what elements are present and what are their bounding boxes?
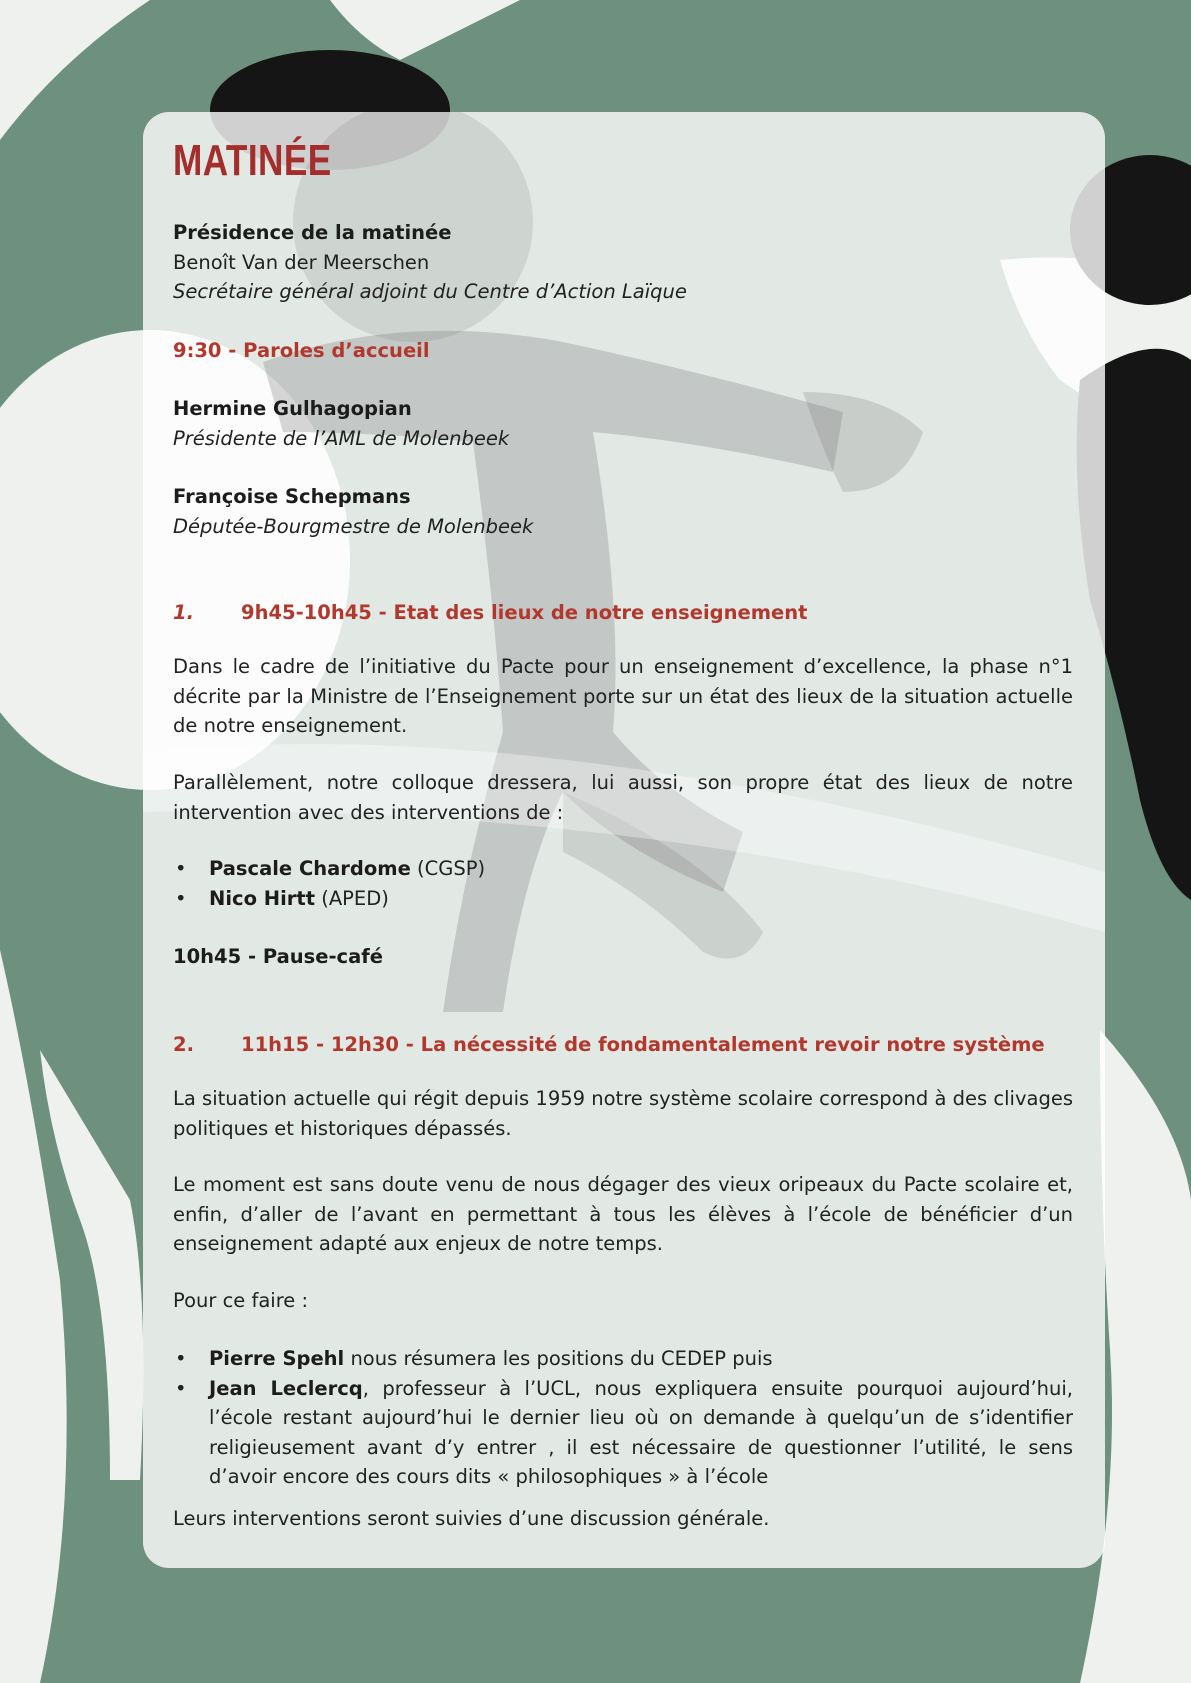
list-item: [173, 1344, 1073, 1374]
section1-title: 9h45-10h45 - Etat des lieux de notre enseignement: [241, 601, 808, 624]
speaker-text: , professeur à l’UCL, nous expliquera ensuite pourquoi aujourd’hui, l’école restant aujourd’hui le dernier lieu où on demande à quelqu’un de s’identifier religieusement avant d’y entrer , il est nécessaire de questionner l’utilité, le sens d’avoir encore des cours dits « philosophiques » à l’école: [209, 1376, 1073, 1488]
speaker-block: [173, 394, 1073, 453]
speaker-name: Nico Hirtt: [209, 886, 316, 910]
section1-paragraph: Dans le cadre de l’initiative du Pacte pour un enseignement d’excellence, la phase n°1 décrite par la Ministre de l’Enseignement porte sur un état des lieux de la situation actuelle de notre enseignement.: [173, 655, 1073, 737]
section2-number: 2.: [173, 1033, 194, 1056]
speaker-text: nous résumera les positions du CEDEP puis: [344, 1347, 773, 1370]
accueil-heading: 9:30 - Paroles d’accueil: [173, 339, 430, 362]
section1-paragraph: Parallèlement, notre colloque dressera, lui aussi, son propre état des lieux de notre intervention avec des interventions de :: [173, 771, 1073, 824]
list-item: [173, 884, 1073, 914]
section1-heading: [173, 598, 1073, 628]
speaker-org: (CGSP): [410, 857, 486, 880]
bullet-icon: •: [175, 886, 187, 910]
speaker-name: Françoise Schepmans: [173, 485, 411, 508]
section2-title: 11h15 - 12h30 - La nécessité de fondamentalement revoir notre système: [241, 1033, 1045, 1056]
section1-number: 1.: [173, 601, 194, 624]
list-item: [173, 1374, 1073, 1492]
speaker-block: [173, 482, 1073, 541]
list-item: [173, 854, 1073, 884]
section2-speaker-list: [173, 1344, 1073, 1492]
pause-label: 10h45 - Pause-café: [173, 945, 383, 968]
presidence-block: [173, 218, 1073, 307]
section2-heading: [173, 1030, 1073, 1060]
speaker-name: Jean Leclercq: [209, 1376, 363, 1400]
bullet-icon: •: [175, 857, 187, 880]
section1-speaker-list: [173, 854, 1073, 913]
speaker-role: Députée-Bourgmestre de Molenbeek: [173, 514, 534, 538]
speaker-name: Pascale Chardome: [209, 857, 411, 880]
conclusion-text: Leurs interventions seront suivies d’une discussion générale.: [173, 1507, 770, 1530]
page-title: MATINÉE: [173, 136, 332, 185]
speaker-name: Pierre Spehl: [209, 1347, 345, 1370]
speaker-role: Présidente de l’AML de Molenbeek: [173, 426, 510, 450]
section2-paragraph: La situation actuelle qui régit depuis 1959 notre système scolaire correspond à des clivages politiques et historiques dépassés.: [173, 1087, 1073, 1140]
program-card: [143, 112, 1105, 1568]
speaker-org: (APED): [315, 886, 389, 910]
presidence-role: Secrétaire général adjoint du Centre d’Action Laïque: [173, 280, 687, 303]
bullet-icon: •: [175, 1347, 187, 1370]
presidence-heading: Présidence de la matinée: [173, 221, 452, 244]
speaker-name: Hermine Gulhagopian: [173, 397, 412, 420]
presidence-name: Benoît Van der Meerschen: [173, 250, 430, 274]
section2-paragraph: Le moment est sans doute venu de nous dégager des vieux oripeaux du Pacte scolaire et, enfin, d’aller de l’avant en permettant à tous les élèves à l’école de bénéficier d’un enseignement adapté aux enjeux de notre temps.: [173, 1173, 1073, 1255]
bullet-icon: •: [175, 1376, 187, 1400]
section2-paragraph: Pour ce faire :: [173, 1289, 309, 1312]
